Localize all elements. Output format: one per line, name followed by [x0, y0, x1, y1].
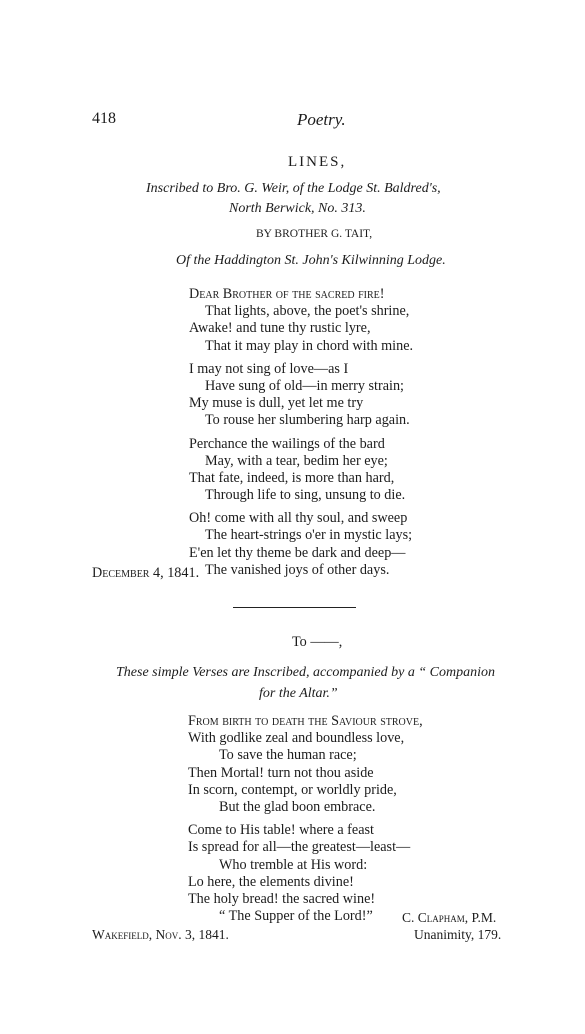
verse-line: The holy bread! the sacred wine!: [188, 890, 376, 907]
verse-text: Dear Brother of the sacred fire!: [189, 286, 385, 302]
inscription-line-1: Inscribed to Bro. G. Weir, of the Lodge St. Baldred's,: [146, 181, 441, 196]
verse-line: Who tremble at His word:: [219, 856, 368, 873]
poem-1-date: December 4, 1841.: [92, 565, 200, 581]
running-title: Poetry.: [297, 110, 346, 129]
verse-line: Awake! and tune thy rustic lyre,: [189, 320, 371, 337]
verse-line: The vanished joys of other days.: [205, 561, 390, 578]
verse-line: [189, 286, 413, 303]
verse-line: I may not sing of love—as I: [189, 360, 349, 377]
verse-line: My muse is dull, yet let me try: [189, 395, 364, 412]
page-number: 418: [92, 110, 116, 127]
verse-line: May, with a tear, bedim her eye;: [205, 452, 388, 469]
signature-lodge: Unanimity, 179.: [414, 927, 502, 942]
verse-line: Have sung of old—in merry strain;: [205, 377, 404, 394]
verse-line: That lights, above, the poet's shrine,: [205, 303, 410, 320]
verse-line: Perchance the wailings of the bard: [189, 435, 385, 452]
verse-line: Then Mortal! turn not thou aside: [188, 764, 374, 781]
verse-line: Through life to sing, unsung to die.: [205, 487, 406, 504]
verse-line: “ The Supper of the Lord!”: [219, 908, 373, 925]
dedication-line-2: for the Altar.”: [259, 686, 338, 701]
verse-line: Lo here, the elements divine!: [188, 873, 354, 890]
verse-line: That it may play in chord with mine.: [205, 337, 414, 354]
verse-line: To rouse her slumbering harp again.: [205, 412, 410, 429]
poem-2-title: To ——,: [292, 634, 343, 650]
verse-line: Come to His table! where a feast: [188, 822, 374, 839]
verse-line: Oh! come with all thy soul, and sweep: [189, 510, 408, 527]
inscription-line-2: North Berwick, No. 313.: [229, 201, 366, 216]
verse-line: In scorn, contempt, or worldly pride,: [188, 781, 397, 798]
place-date: Wakefield, Nov. 3, 1841.: [92, 927, 229, 942]
lodge-line: Of the Haddington St. John's Kilwinning Lodge.: [176, 253, 446, 268]
poem-title: LINES,: [288, 154, 347, 170]
verse-line: Is spread for all—the greatest—least—: [188, 839, 411, 856]
verse-line: To save the human race;: [219, 747, 357, 764]
verse-text: From birth to death the Saviour strove,: [188, 713, 423, 729]
signature-name: C. Clapham, P.M.: [402, 910, 497, 925]
verse-line: E'en let thy theme be dark and deep—: [189, 544, 406, 561]
byline: BY BROTHER G. TAIT,: [256, 228, 373, 240]
verse-line: But the glad boon embrace.: [219, 798, 376, 815]
poem-2-body: [188, 713, 423, 925]
verse-line: [188, 713, 423, 730]
section-divider: [233, 607, 356, 608]
verse-line: With godlike zeal and boundless love,: [188, 730, 405, 747]
dedication-line-1: These simple Verses are Inscribed, accompanied by a “ Companion: [116, 665, 495, 680]
verse-line: That fate, indeed, is more than hard,: [189, 469, 395, 486]
verse-line: The heart-strings o'er in mystic lays;: [205, 527, 413, 544]
poem-1-body: [189, 286, 413, 579]
